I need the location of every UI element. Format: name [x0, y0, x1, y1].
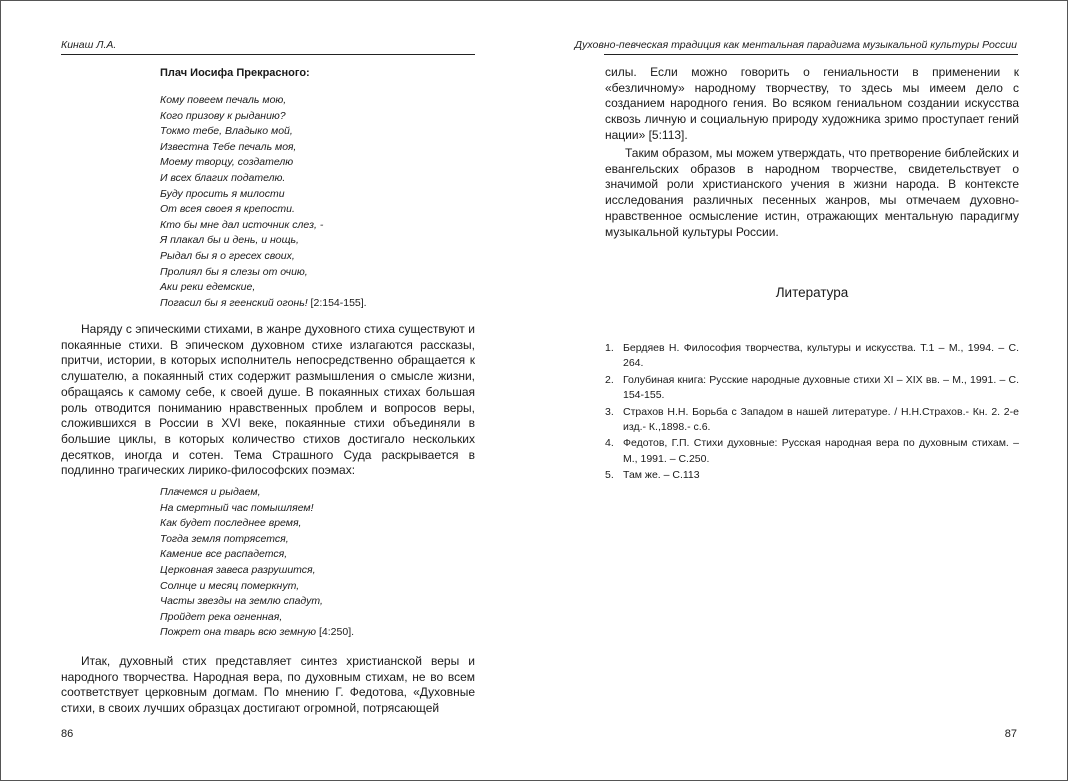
verse-line-text: Пожрет она тварь всю земную	[160, 626, 317, 639]
citation-ref: [2:154-155].	[307, 296, 367, 309]
literature-heading: Литература	[775, 285, 849, 300]
body-paragraph: Таким образом, мы можем утверждать, что претворение библейских и евангельских образов в народном творчестве, свидетельствует о значимой роли христианского учения в жизни народа. В контексте исследования различных песенных жанров, мы отмечаем духовно-нравственное осмысление истин, отражающих ментальную парадигму музыкальной культуры России.	[605, 146, 1019, 239]
reference-item	[605, 468, 1019, 483]
verse-line: Солнце и месяц померкнут,	[160, 579, 300, 592]
body-paragraph: силы. Если можно говорить о гениальности в применении к «безличному» народному творчеству, то здесь мы имеем дело с созданием народного гения. Во всяком гениальном создании искусства сквозь личную и социальную природу художника зримо проступает гений нации» [5:113].	[605, 65, 1019, 142]
verse-line: На смертный час помышляем!	[160, 501, 314, 514]
verse-line: От всея своея я крепости.	[160, 203, 295, 216]
verse-line: Пролиял бы я слезы от очию,	[160, 265, 308, 278]
reference-number: 5.	[605, 469, 614, 482]
header-rule	[604, 54, 1018, 55]
right-page	[534, 1, 1067, 780]
reference-number: 3.	[605, 405, 614, 418]
reference-text: Голубиная книга: Русские народные духовные стихи XI – XIX вв. – М., 1991. – С. 154-155.	[623, 373, 1019, 402]
verse-line: Я плакал бы и день, и нощь,	[160, 234, 299, 247]
poem-lament-joseph	[160, 93, 367, 311]
verse-line: Аки реки едемские,	[160, 281, 256, 294]
reference-text: Там же. – С.113	[623, 469, 700, 482]
verse-line: Токмо тебе, Владыко мой,	[160, 125, 293, 138]
reference-number: 2.	[605, 373, 614, 386]
reference-text: Страхов Н.Н. Борьба с Западом в нашей литературе. / Н.Н.Страхов.- Кн. 2. 2-е изд.- К.,1898.- с.6.	[623, 405, 1019, 434]
reference-number: 4.	[605, 437, 614, 450]
verse-line: Часты звезды на землю спадут,	[160, 595, 323, 608]
header-rule	[61, 54, 475, 55]
verse-line: Кто бы мне дал источник слез, -	[160, 218, 324, 231]
poem-last-judgment	[160, 485, 354, 641]
reference-text: Бердяев Н. Философия творчества, культуры и искусства. Т.1 – М., 1994. – С. 264.	[623, 342, 1019, 370]
verse-line	[160, 625, 354, 641]
verse-line: Известна Тебе печаль моя,	[160, 140, 297, 153]
page-number: 86	[61, 728, 74, 740]
reference-list	[605, 341, 1019, 485]
body-paragraph: Наряду с эпическими стихами, в жанре духовного стиха существуют и покаянные стихи. В эпическом духовном стихе излагаются рассказы, притчи, истории, в которых исполнитель непосредственно обращается к слушателю, а покаянный стих содержит размышления о смысле жизни, обращаясь к самому себе, к своей душе. В покаянных стихах большая роль отводится пониманию нравственных проблем и вопросов веры, сложившихся в России в XVI веке, покаянные стихи объединяли в большие циклы, в которых количество стихов достигало нескольких десятков, иногда и сотен. Тема Страшного Суда раскрывается в подлинно трагических лирико-философских поэмах:	[61, 322, 475, 478]
verse-line: Тогда земля потрясется,	[160, 532, 289, 545]
reference-item	[605, 373, 1019, 404]
verse-line: Буду просить я милости	[160, 187, 285, 200]
verse-line: Как будет последнее время,	[160, 517, 302, 530]
left-page	[1, 1, 534, 780]
reference-text: Федотов, Г.П. Стихи духовные: Русская народная вера по духовным стихам. – М., 1991. – С.250.	[623, 437, 1019, 465]
reference-item	[605, 341, 1019, 372]
poem-title: Плач Иосифа Прекрасного:	[160, 67, 310, 79]
verse-line: Камение все распадется,	[160, 548, 288, 561]
verse-line: Моему творцу, создателю	[160, 156, 294, 169]
verse-line: Церковная завеса разрушится,	[160, 563, 316, 576]
body-paragraph: Итак, духовный стих представляет синтез христианской веры и народного творчества. Народная вера, по духовным стихам, не во всем соответствует церковным догмам. По мнению Г. Федотова, «Духовные стихи, в своих лучших образцах достигают огромной, потрясающей	[61, 654, 475, 716]
verse-line: Пройдет река огненная,	[160, 610, 283, 623]
verse-line: Кому повеем печаль мою,	[160, 94, 287, 106]
reference-number: 1.	[605, 342, 614, 354]
citation-ref: [4:250].	[316, 626, 355, 639]
reference-item	[605, 405, 1019, 436]
verse-line: И всех благих подателю.	[160, 171, 286, 184]
running-head-author: Кинаш Л.А.	[61, 39, 117, 51]
verse-line: Кого призову к рыданию?	[160, 109, 286, 122]
verse-line: Плачемся и рыдаем,	[160, 486, 261, 498]
reference-item	[605, 436, 1019, 467]
verse-line-text: Погасил бы я геенский огонь!	[160, 296, 308, 309]
verse-line: Рыдал бы я о гресех своих,	[160, 249, 295, 262]
verse-line	[160, 296, 367, 312]
running-head-title: Духовно-певческая традиция как ментальная парадигма музыкальной культуры России	[574, 39, 1017, 51]
page-number: 87	[1004, 728, 1017, 740]
